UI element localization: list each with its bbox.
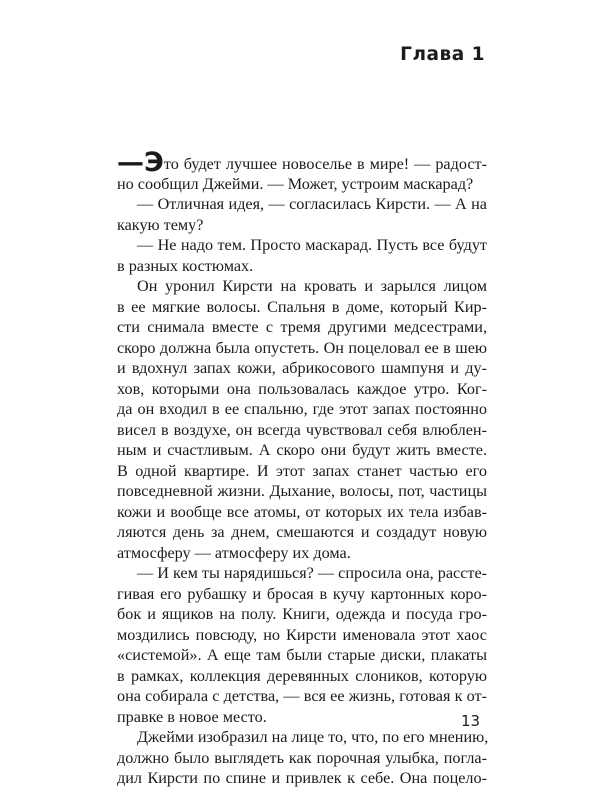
- body-text: [117, 147, 489, 789]
- text-line-19: ляются день за днем, смешаются и создадут новую: [117, 523, 487, 541]
- text-line-13: да он входил в ее спальню, где этот запах постоянно: [117, 400, 487, 418]
- text-line-20: атмосферу — атмосферу их дома.: [117, 543, 351, 562]
- text-line-16: В одной квартире. И этот запах станет частью его: [117, 461, 487, 480]
- text-line-29: Джейми изобразил на лице то, что, по его мнению,: [137, 728, 489, 746]
- text-line-24: моздились повсюду, но Кирсти именовала этот хаос: [117, 625, 487, 644]
- text-line-28: правке в новое место.: [117, 707, 267, 726]
- text-line-8: в ее мягкие волосы. Спальня в доме, который Кир-: [117, 297, 487, 316]
- drop-cap: —Э: [117, 147, 164, 178]
- text-line-11: и вдохнул запах кожи, абрикосового шампуня и ду-: [117, 359, 487, 377]
- text-line-9: сти снимала вместе с тремя другими медсестрами,: [117, 318, 487, 336]
- text-line-30: должно было выглядеть как порочная улыбка, погла-: [117, 748, 487, 767]
- text-line-6: в разных костюмах.: [117, 256, 254, 275]
- text-line-17: повседневной жизни. Дыхание, волосы, пот, частицы: [117, 482, 487, 500]
- text-line-27: она собирала с детства, — вся ее жизнь, готовая к от-: [117, 687, 487, 705]
- text-line-21: — И кем ты нарядишься? — спросила она, рассте-: [137, 564, 488, 582]
- text-line-1-content: то будет лучшее новоселье в мире! — радост-: [163, 155, 487, 173]
- text-line-15: ным и счастливым. А скоро они будут жить вместе.: [117, 441, 487, 459]
- text-line-22: гивая его рубашку и бросая в кучу картонных коро-: [117, 584, 487, 603]
- text-line-5: — Не надо тем. Просто маскарад. Пусть все будут: [137, 236, 487, 254]
- text-line-25: «системой». А еще там были старые диски, плакаты: [117, 646, 487, 664]
- chapter-title: Глава 1: [400, 44, 485, 65]
- text-line-4: какую тему?: [117, 215, 204, 234]
- text-line-1: [117, 147, 487, 178]
- text-line-18: кожи и вообще все атомы, от которых их тела избав-: [117, 502, 487, 521]
- text-line-26: в рамках, коллекция деревянных слоников, которую: [117, 666, 487, 685]
- text-line-7: Он уронил Кирсти на кровать и зарылся лицом: [137, 277, 487, 295]
- text-line-10: скоро должна была опустеть. Он поцеловал ее в шею: [117, 338, 487, 357]
- text-line-14: висел в воздухе, он всегда чувствовал себя влюблен-: [117, 420, 487, 439]
- text-line-12: хов, которыми она пользовалась каждое утро. Ког-: [117, 379, 487, 398]
- page-number: 13: [461, 712, 481, 730]
- text-line-2: но сообщил Джейми. — Может, устроим маскарад?: [117, 174, 474, 193]
- text-line-23: бок и ящиков на полу. Книги, одежда и посуда гро-: [117, 605, 487, 623]
- text-line-3: — Отличная идея, — согласилась Кирсти. — А на: [137, 195, 487, 213]
- text-line-31: дил Кирсти по спине и привлек к себе. Она поцело-: [117, 769, 487, 787]
